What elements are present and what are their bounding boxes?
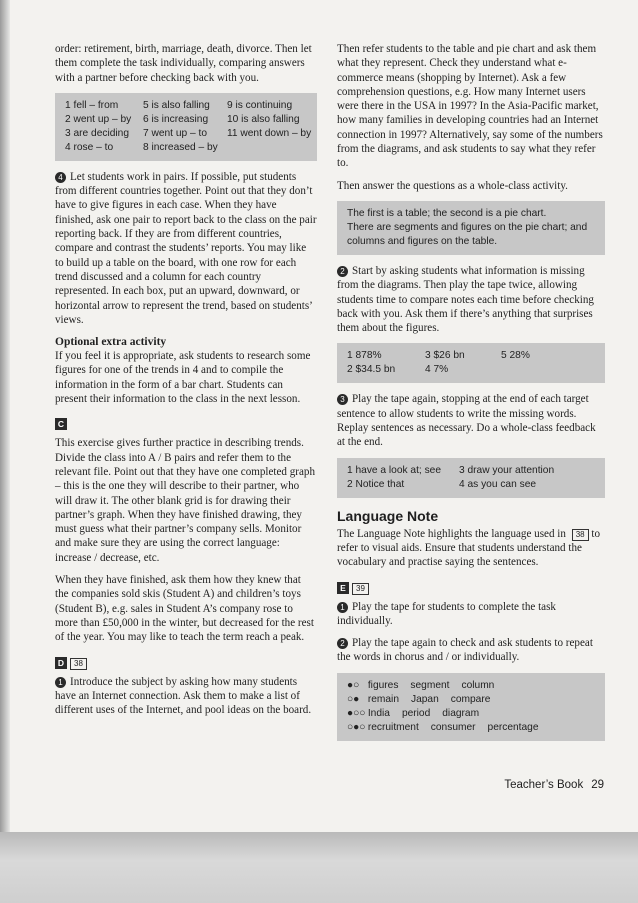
step-2-text: Start by asking students what information is missing from the diagrams. Then play the tape twice, allowing students time to compare notes each time before checking back with you. Ask them if there’s anything that surprises them about the figures. — [337, 264, 594, 335]
section-e-step-2 — [337, 636, 605, 665]
answer-cell: 11 went down – by — [227, 127, 312, 139]
right-paragraph-2: Then answer the questions as a whole-class activity. — [337, 179, 568, 192]
answer-cell: 5 is also falling — [143, 99, 210, 111]
stress-word: recruitment — [367, 721, 419, 733]
step-number-badge: 4 — [55, 172, 66, 183]
step-number-badge: 1 — [337, 602, 348, 613]
stress-word: column — [461, 679, 495, 691]
page-footer — [504, 779, 604, 791]
answer-box-phrases — [337, 458, 605, 498]
step-number-badge: 3 — [337, 394, 348, 405]
section-e-marker: E — [337, 582, 349, 594]
section-d-marker: D — [55, 657, 67, 669]
stress-word: figures — [367, 679, 399, 691]
stress-word: period — [401, 707, 431, 719]
answer-cell: 6 is increasing — [143, 113, 209, 125]
scan-background — [0, 832, 638, 903]
stress-pattern-icon: ●○○ — [347, 707, 366, 719]
language-note-paragraph — [337, 527, 605, 570]
answer-cell: 4 7% — [425, 364, 449, 376]
section-c-marker: C — [55, 418, 67, 430]
step-number-badge: 1 — [55, 677, 66, 688]
section-c-paragraph-1: This exercise gives further practice in describing trends. Divide the class into A / B pairs and refer them to the relevant file. Point out that they have one completed graph – this is the one they will describe to their partner, who will draw it. The other blank grid is for drawing their partner’s graph. When they have finished drawing, they must guess what their partner’s company sells. Monitor and make sure they are using the correct language: increase / decrease, etc. — [55, 437, 316, 564]
stress-row — [347, 721, 595, 735]
answer-cell: 2 $34.5 bn — [347, 364, 396, 376]
stress-word: Japan — [410, 693, 439, 705]
step-number-badge: 2 — [337, 266, 348, 277]
page-reference-badge: 39 — [352, 583, 369, 595]
section-d-step-1-text: Introduce the subject by asking how many students have an Internet connection. Ask them to make a list of different uses of the Internet, and pool ideas on the board. — [55, 675, 312, 717]
page-reference-badge: 38 — [572, 529, 589, 541]
stress-pattern-box — [337, 673, 605, 741]
stress-row — [347, 679, 595, 693]
right-column — [337, 42, 605, 750]
section-c-paragraph-2: When they have finished, ask them how they knew that the companies sold skis (Student A) and children’s toys (Student B), e.g. sales in Student A’s company rose to more than £50,000 in the winter, but decreased for the rest of the year. You may like to teach the term reach a peak. — [55, 574, 314, 644]
section-d-header — [55, 653, 317, 667]
section-e-step-2-text: Play the tape again to check and ask students to repeat the words in chorus and / or individually. — [337, 637, 593, 664]
stress-word: percentage — [487, 721, 539, 733]
stress-word: India — [367, 707, 390, 719]
answer-cell: 3 draw your attention — [459, 464, 555, 476]
stress-word: remain — [367, 693, 399, 705]
optional-activity-heading: Optional extra activity — [55, 336, 167, 349]
answer-box-figures — [337, 343, 605, 383]
answer-cell — [227, 141, 317, 155]
section-c-header — [55, 414, 317, 428]
stress-word: segment — [410, 679, 450, 691]
intro-paragraph: order: retirement, birth, marriage, death, divorce. Then let them complete the task individually, comparing answers with a partner before checking back with you. — [55, 43, 312, 84]
answer-cell: 5 28% — [501, 350, 530, 362]
stress-word: consumer — [430, 721, 476, 733]
step-2-paragraph — [337, 264, 605, 335]
stress-pattern-icon: ○● — [347, 693, 360, 705]
answer-cell: 4 rose – to — [65, 141, 114, 153]
answer-cell: 2 Notice that — [347, 478, 405, 490]
section-e-step-1-text: Play the tape for students to complete the task individually. — [337, 600, 556, 627]
language-note-text: The Language Note highlights the language used in — [337, 527, 566, 540]
book-title: Teacher’s Book — [504, 779, 584, 791]
answer-cell: 9 is continuing — [227, 99, 293, 111]
answer-cell: 2 went up – by — [65, 113, 132, 125]
stress-word: compare — [450, 693, 491, 705]
stress-word: diagram — [442, 707, 480, 719]
answer-cell: 10 is also falling — [227, 113, 300, 125]
answer-cell: 8 increased – by — [143, 141, 218, 153]
stress-row — [347, 707, 595, 721]
answer-cell: 1 have a look at; see — [347, 464, 442, 476]
page-number: 29 — [591, 779, 604, 791]
answer-cell — [501, 363, 571, 377]
answer-cell: 7 went up – to — [143, 127, 208, 139]
section-e-header — [337, 578, 605, 592]
answer-cell: 3 $26 bn — [425, 350, 465, 362]
answer-line: There are segments and figures on the pie chart; and — [347, 221, 588, 233]
left-column — [55, 42, 317, 725]
answer-box-diagrams — [337, 201, 605, 255]
answer-line: columns and figures on the table. — [347, 235, 498, 247]
answer-key-box — [55, 93, 317, 161]
stress-pattern-icon: ○●○ — [347, 721, 366, 733]
section-d-step-1 — [55, 675, 317, 718]
stress-pattern-icon: ●○ — [347, 679, 360, 691]
step-number-badge: 2 — [337, 638, 348, 649]
answer-cell: 3 are deciding — [65, 127, 130, 139]
page-reference-badge: 38 — [70, 658, 87, 670]
step-3-text: Play the tape again, stopping at the end of each target sentence to allow students to write the missing words. Replay sentences as necessary. Do a whole-class feedback at the end. — [337, 393, 596, 449]
language-note-text-2: to refer to visual aids. Ensure that students understand the vocabulary and practise saying the sentences. — [337, 527, 601, 569]
right-paragraph-1: Then refer students to the table and pie chart and ask them what they represent. Check they understand what e-commerce means (shopping by Internet). Ask a few comprehension questions, e.g. How many Internet users were there in the USA in 1997? In the Asia-Pacific market, how many families in developing countries had an Internet connection in 1997? Alternatively, say some of the numbers from the diagrams, and ask students to say what they refer to. — [337, 43, 603, 170]
optional-activity-text: If you feel it is appropriate, ask students to research some figures for one of the trends in 4 and to compile the information in the form of a bar chart. Students can present their information to the class in the next lesson. — [55, 350, 311, 406]
answer-cell: 1 878% — [347, 350, 382, 362]
step-4-paragraph — [55, 170, 317, 327]
step-3-paragraph — [337, 392, 605, 449]
page-gutter-shadow — [0, 0, 10, 832]
answer-cell: 1 fell – from — [65, 99, 119, 111]
answer-line: The first is a table; the second is a pie chart. — [347, 207, 547, 219]
section-e-step-1 — [337, 600, 605, 629]
language-note-heading: Language Note — [337, 507, 439, 524]
answer-cell: 4 as you can see — [459, 478, 537, 490]
step-4-text: Let students work in pairs. If possible, put students from different countries together. Point out that they don’t have to give figures in each case. When they have finished, ask one pair to report back to the class on the pair reporting back. If they are from different countries, compare and contrast the students’ reports. You may like to build up a table on the board, with one row for each trend discussed and a column for each country represented. In each box, put an upward, downward, or horizontal arrow to represent the trend, based on students’ views. — [55, 170, 317, 326]
stress-row — [347, 693, 595, 707]
